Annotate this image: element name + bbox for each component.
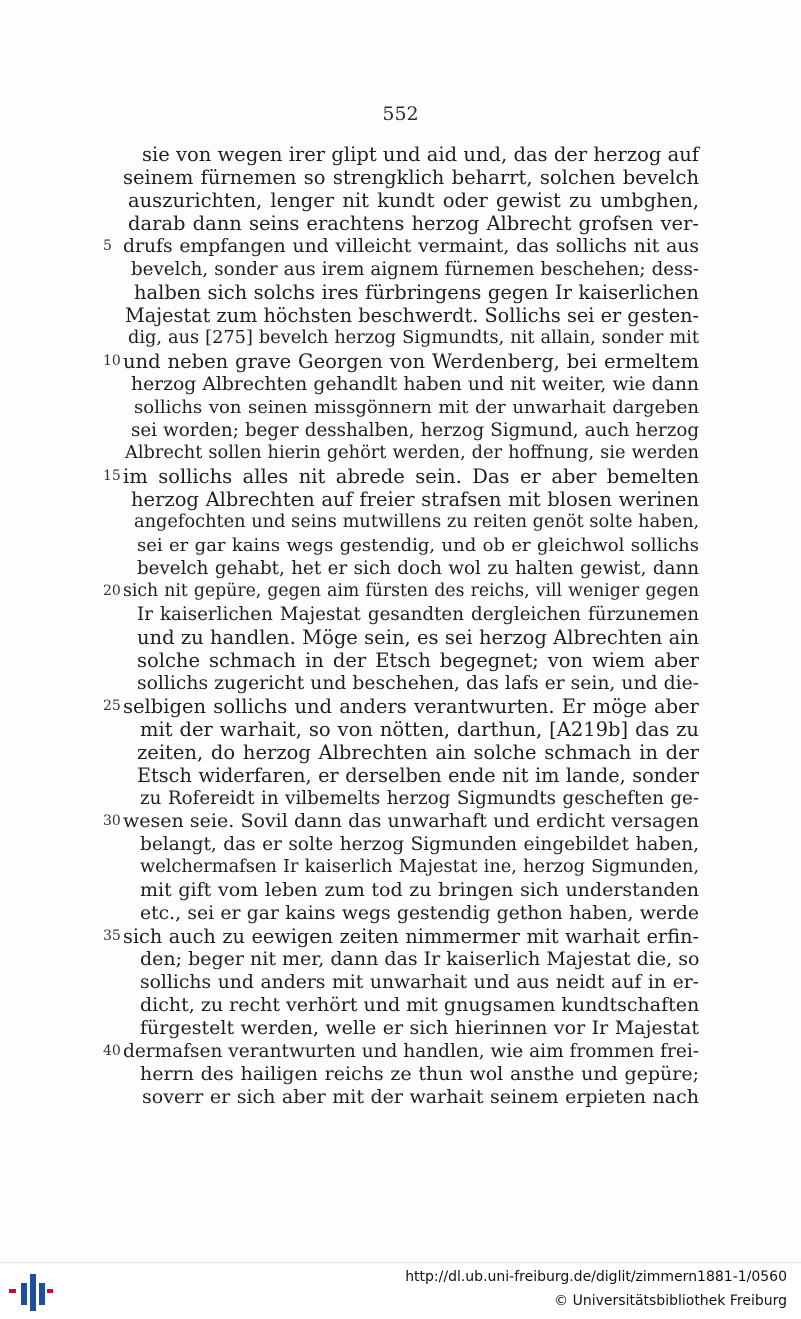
line-number: 5	[103, 238, 112, 254]
text-line	[123, 442, 699, 465]
line-text: wesen seie. Sovil dann das unwarhaft und erdicht versagen	[123, 810, 699, 832]
page-number: 552	[382, 103, 419, 125]
text-line	[123, 902, 699, 925]
text-line	[123, 212, 699, 235]
text-line	[123, 327, 699, 350]
line-text: seinem fürnemen so strengklich beharrt, solchen bevelch	[123, 166, 699, 189]
line-text: sich nit gepüre, gegen aim fürsten des reichs, vill weniger gegen	[123, 581, 699, 601]
text-line	[123, 764, 699, 787]
line-number: 20	[103, 583, 121, 599]
line-text: zu Rofereidt in vilbemelts herzog Sigmundts gescheften ge-	[140, 788, 699, 809]
line-text: mit gift vom leben zum tod zu bringen sich understanden	[140, 879, 699, 901]
text-line	[123, 281, 699, 304]
line-text: drufs empfangen und villeicht vermaint, das sollichs nit aus	[123, 236, 699, 257]
text-line	[123, 304, 699, 327]
line-text: fürgestelt werden, welle er sich hierinnen vor Ir Majestat	[140, 1017, 699, 1039]
text-line	[123, 557, 699, 580]
text-line	[123, 1086, 699, 1109]
text-line	[103, 580, 699, 603]
line-text: Etsch widerfaren, er derselben ende nit im lande, sonder	[137, 764, 699, 787]
line-text: dicht, zu recht verhört und mit gnugsamen kundtschaften	[140, 994, 700, 1016]
text-line	[123, 373, 699, 396]
logo-bar-red-right	[47, 1289, 53, 1293]
line-text: mit der warhait, so von nötten, darthun, [A219b] das zu	[140, 718, 699, 741]
line-text: dig, aus [275] bevelch herzog Sigmundts, nit allain, sonder mit	[128, 328, 699, 348]
text-line	[123, 603, 699, 626]
text-line	[123, 833, 699, 856]
line-text: sich auch zu eewigen zeiten nimmermer mit warhait erfin-	[123, 925, 699, 948]
body-text	[103, 143, 700, 1109]
text-line	[103, 465, 699, 488]
text-line	[123, 143, 699, 166]
text-line	[103, 810, 699, 833]
footer-bar	[0, 1262, 801, 1319]
text-line	[123, 258, 699, 281]
line-text: welchermafsen Ir kaiserlich Majestat ine, herzog Sigmunden,	[140, 857, 699, 877]
line-text: sei er gar kains wegs gestendig, und ob er gleichwol sollichs	[137, 535, 699, 556]
text-line	[123, 626, 699, 649]
text-line	[123, 1017, 699, 1040]
text-line	[103, 1040, 699, 1063]
line-text: halben sich solchs ires fürbringens gegen Ir kaiserlichen	[134, 281, 699, 304]
text-line	[123, 948, 699, 971]
line-text: sie von wegen irer glipt und aid und, das der herzog auf	[142, 143, 699, 166]
line-text: Albrecht sollen hierin gehört werden, der hoffnung, sie werden	[125, 443, 699, 463]
text-line	[123, 718, 699, 741]
line-number: 10	[103, 353, 121, 369]
line-text: zeiten, do herzog Albrechten ain solche schmach in der	[137, 741, 699, 764]
text-line	[123, 189, 699, 212]
line-text: sollichs und anders mit unwarhait und aus neidt auf in er-	[140, 972, 699, 993]
text-line	[123, 511, 699, 534]
line-number: 40	[103, 1043, 121, 1059]
text-line	[123, 787, 699, 810]
line-text: solche schmach in der Etsch begegnet; von wiem aber	[137, 649, 699, 672]
line-text: den; beger nit mer, dann das Ir kaiserlich Majestat die, so	[140, 948, 700, 970]
line-text: dermafsen verantwurten und handlen, wie aim frommen frei-	[123, 1041, 699, 1062]
line-text: sollichs von seinen missgönnern mit der unwarhait dargeben	[134, 397, 699, 418]
copyright-text: © Universitätsbibliothek Freiburg	[554, 1293, 787, 1309]
logo-bar-blue-2	[30, 1274, 36, 1311]
text-line	[103, 235, 699, 258]
source-link[interactable]: http://dl.ub.uni-freiburg.de/diglit/zimmern1881-1/0560	[405, 1269, 787, 1285]
text-line	[123, 856, 699, 879]
text-line	[123, 741, 699, 764]
text-line	[123, 1063, 699, 1086]
text-line	[123, 166, 699, 189]
line-text: angefochten und seins mutwillens zu reiten genöt solte haben,	[134, 512, 700, 532]
line-text: soverr er sich aber mit der warhait seinem erpieten nach	[142, 1086, 699, 1108]
line-number: 15	[103, 468, 121, 484]
line-text: darab dann seins erachtens herzog Albrecht grofsen ver-	[128, 212, 699, 235]
line-text: Ir kaiserlichen Majestat gesandten dergleichen fürzunemen	[137, 604, 699, 625]
text-line	[123, 971, 699, 994]
line-text: belangt, das er solte herzog Sigmunden eingebildet haben,	[140, 834, 699, 855]
text-line	[103, 350, 699, 373]
line-text: bevelch, sonder aus irem aignem fürnemen beschehen; dess-	[131, 259, 699, 280]
line-text: und neben grave Georgen von Werdenberg, bei ermeltem	[123, 350, 699, 373]
line-text: bevelch gehabt, het er sich doch wol zu halten gewist, dann	[137, 558, 699, 579]
text-line	[123, 879, 699, 902]
library-logo-icon	[9, 1271, 53, 1311]
line-number: 30	[103, 813, 121, 829]
text-line	[123, 534, 699, 557]
line-number: 35	[103, 928, 121, 944]
logo-bar-blue-1	[21, 1283, 27, 1305]
line-text: selbigen sollichs und anders verantwurten. Er möge aber	[123, 695, 699, 718]
line-text: sollichs zugericht und beschehen, das lafs er sein, und die-	[137, 673, 699, 694]
text-line	[123, 488, 699, 511]
text-line	[103, 695, 699, 718]
line-text: Majestat zum höchsten beschwerdt. Sollichs sei er gesten-	[125, 304, 699, 327]
text-line	[123, 419, 699, 442]
logo-bar-red-left	[9, 1289, 16, 1293]
text-line	[103, 925, 699, 948]
text-line	[123, 994, 699, 1017]
line-text: sei worden; beger desshalben, herzog Sigmund, auch herzog	[131, 420, 699, 441]
text-line	[123, 649, 699, 672]
line-text: und zu handlen. Möge sein, es sei herzog Albrechten ain	[137, 626, 699, 649]
line-text: herzog Albrechten gehandlt haben und nit weiter, wie dann	[131, 374, 699, 395]
text-line	[123, 672, 699, 695]
line-text: auszurichten, lenger nit kundt oder gewist zu umbghen,	[128, 189, 699, 212]
line-text: herrn des hailigen reichs ze thun wol ansthe und gepüre;	[140, 1063, 699, 1085]
logo-bar-blue-3	[39, 1283, 45, 1305]
line-text: im sollichs alles nit abrede sein. Das er aber bemelten	[123, 465, 699, 488]
text-line	[123, 396, 699, 419]
line-number: 25	[103, 698, 121, 714]
line-text: herzog Albrechten auf freier strafsen mit blosen werinen	[131, 488, 699, 511]
line-text: etc., sei er gar kains wegs gestendig gethon haben, werde	[140, 903, 699, 924]
